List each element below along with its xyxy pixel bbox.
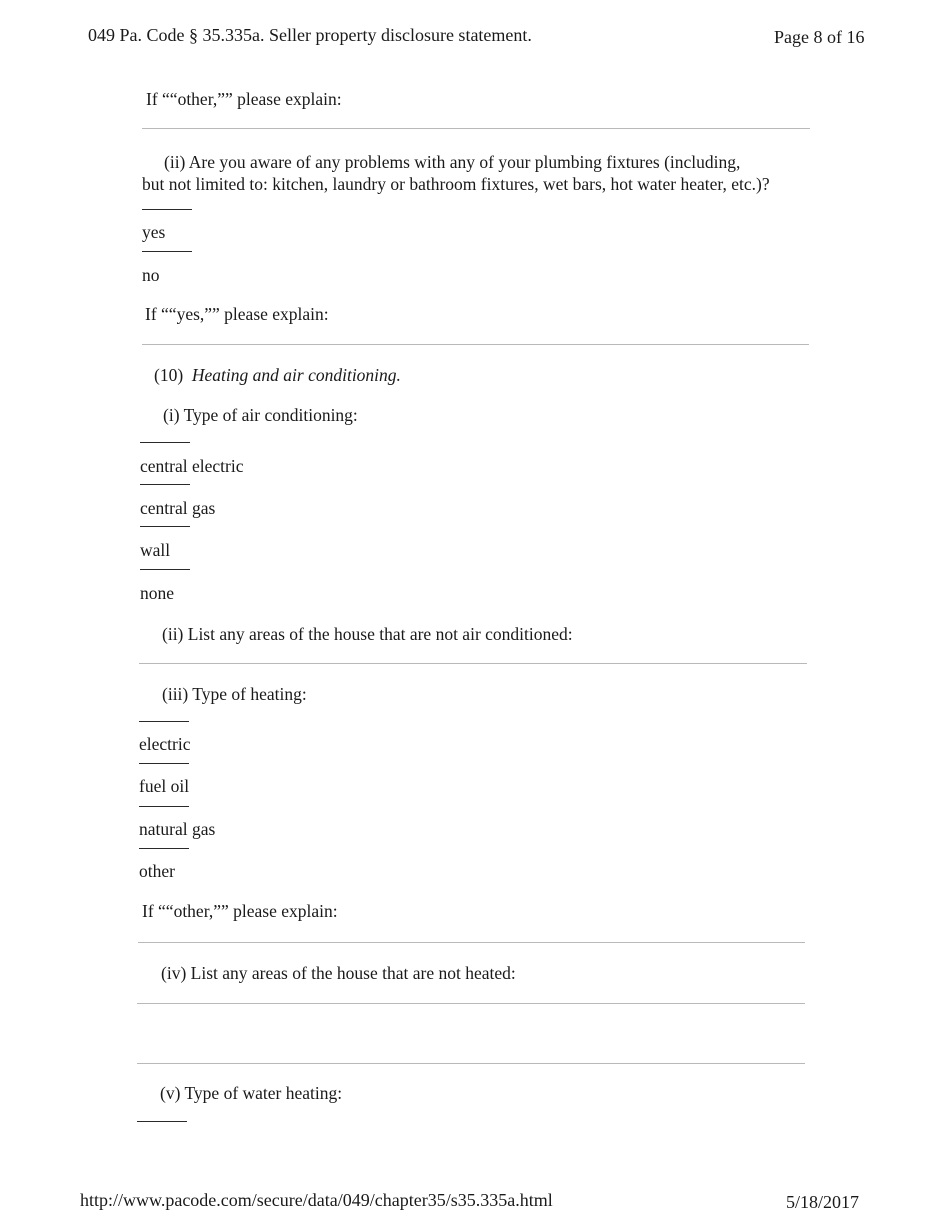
plumbing-yes-blank[interactable]: [142, 209, 192, 210]
footer-date: 5/18/2017: [786, 1192, 860, 1212]
page-number: Page 8 of 16: [774, 27, 865, 47]
ac-central-electric-blank[interactable]: [140, 442, 190, 443]
water-heating-blank[interactable]: [137, 1121, 187, 1122]
water-heating-question: (v) Type of water heating:: [160, 1083, 343, 1103]
heating-type-question: (iii) Type of heating:: [162, 684, 307, 704]
heating-option-electric: electric: [139, 734, 191, 754]
ac-option-central-electric: central electric: [140, 456, 244, 476]
not-heated-areas-line-1[interactable]: [137, 1003, 805, 1004]
heating-electric-blank[interactable]: [139, 721, 189, 722]
section-number: (10): [154, 365, 184, 385]
section-heating-ac-heading: [154, 364, 401, 386]
heating-option-other: other: [139, 861, 175, 881]
footer-url: http://www.pacode.com/secure/data/049/chapter35/s35.335a.html: [80, 1190, 553, 1210]
ac-type-question: (i) Type of air conditioning:: [163, 405, 358, 425]
plumbing-other-explain-label: If ““other,”” please explain:: [146, 89, 342, 109]
section-title: Heating and air conditioning.: [191, 365, 401, 385]
plumbing-option-no: no: [142, 265, 160, 285]
not-ac-areas-line[interactable]: [139, 663, 807, 664]
heating-other-explain-label: If ““other,”” please explain:: [142, 901, 338, 921]
heating-other-explain-line[interactable]: [138, 942, 805, 943]
plumbing-fixtures-question-line2: but not limited to: kitchen, laundry or bathroom fixtures, wet bars, hot water heater, etc.)?: [142, 174, 770, 194]
ac-wall-blank[interactable]: [140, 526, 190, 527]
plumbing-yes-explain-line[interactable]: [142, 344, 809, 345]
ac-option-central-gas: central gas: [140, 498, 216, 518]
heating-other-blank[interactable]: [139, 848, 189, 849]
ac-option-wall: wall: [140, 540, 171, 560]
plumbing-no-blank[interactable]: [142, 251, 192, 252]
plumbing-fixtures-question-line1: (ii) Are you aware of any problems with any of your plumbing fixtures (including,: [164, 152, 741, 172]
heating-natural-gas-blank[interactable]: [139, 806, 189, 807]
ac-central-gas-blank[interactable]: [140, 484, 190, 485]
plumbing-option-yes: yes: [142, 222, 166, 242]
document-title: 049 Pa. Code § 35.335a. Seller property disclosure statement.: [88, 25, 532, 45]
heating-option-fuel-oil: fuel oil: [139, 776, 190, 796]
plumbing-other-explain-line[interactable]: [142, 128, 810, 129]
heating-option-natural-gas: natural gas: [139, 819, 216, 839]
ac-none-blank[interactable]: [140, 569, 190, 570]
heating-fuel-oil-blank[interactable]: [139, 763, 189, 764]
not-heated-areas-question: (iv) List any areas of the house that are not heated:: [161, 963, 516, 983]
ac-option-none: none: [140, 583, 175, 603]
not-heated-areas-line-2[interactable]: [137, 1063, 805, 1064]
plumbing-yes-explain-label: If ““yes,”” please explain:: [145, 304, 329, 324]
not-ac-areas-question: (ii) List any areas of the house that are not air conditioned:: [162, 624, 573, 644]
